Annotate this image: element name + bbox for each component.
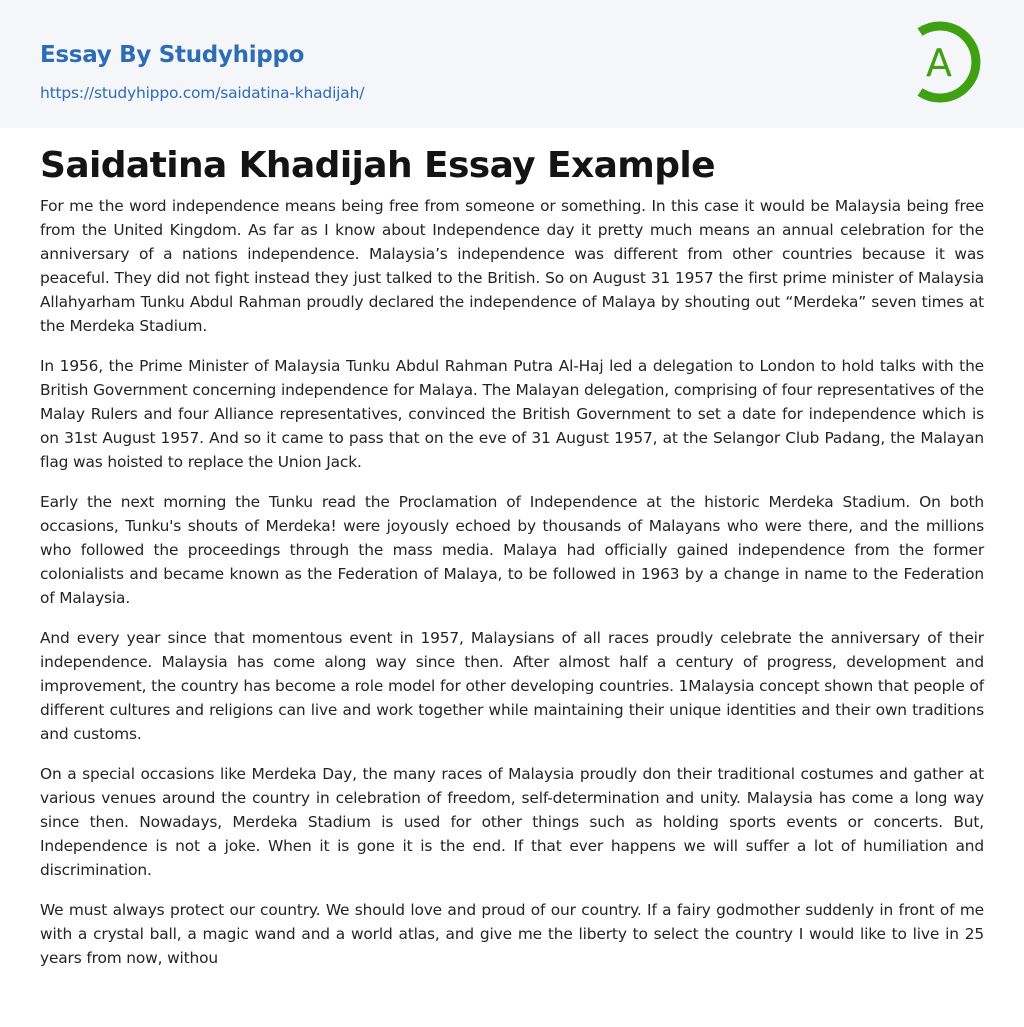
page-title: Saidatina Khadijah Essay Example: [40, 145, 715, 186]
logo-letter: A: [926, 41, 952, 85]
essay-paragraph: In 1956, the Prime Minister of Malaysia Tunku Abdul Rahman Putra Al-Haj led a delegation to London to hold talks with the British Government concerning independence for Malaya. The Malayan delegation, comprising of four representatives of the Malay Rulers and four Alliance representatives, convinced the British Government to set a date for independence which is on 31st August 1957. And so it came to pass that on the eve of 31 August 1957, at the Selangor Club Padang, the Malayan flag was hoisted to replace the Union Jack.: [40, 357, 984, 471]
site-header: [0, 0, 1024, 128]
essay-paragraph: And every year since that momentous event in 1957, Malaysians of all races proudly celebrate the anniversary of their independence. Malaysia has come along way since then. After almost half a century of progress, development and improvement, the country has become a role model for other developing countries. 1Malaysia concept shown that people of different cultures and religions can live and work together while maintaining their unique identities and their own traditions and customs.: [40, 629, 984, 743]
essay-paragraph: Early the next morning the Tunku read the Proclamation of Independence at the historic Merdeka Stadium. On both occasions, Tunku's shouts of Merdeka! were joyously echoed by thousands of Malayans who were there, and the millions who followed the proceedings through the mass media. Malaya had officially gained independence from the former colonialists and became known as the Federation of Malaya, to be followed in 1963 by a change in name to the Federation of Malaysia.: [40, 493, 984, 607]
studyhippo-logo-icon[interactable]: [912, 20, 986, 104]
essay-body: [40, 194, 984, 986]
site-title: Essay By Studyhippo: [40, 42, 305, 68]
essay-paragraph: On a special occasions like Merdeka Day, the many races of Malaysia proudly don their traditional costumes and gather at various venues around the country in celebration of freedom, self-determination and unity. Malaysia has come a long way since then. Nowadays, Merdeka Stadium is used for other things such as holding sports events or concerts. But, Independence is not a joke. When it is gone it is the end. If that ever happens we will suffer a lot of humiliation and discrimination.: [40, 765, 984, 879]
essay-paragraph: For me the word independence means being free from someone or something. In this case it would be Malaysia being free from the United Kingdom. As far as I know about Independence day it pretty much means an annual celebration for the anniversary of a nations independence. Malaysia’s independence was different from other countries because it was peaceful. They did not fight instead they just talked to the British. So on August 31 1957 the first prime minister of Malaysia Allahyarham Tunku Abdul Rahman proudly declared the independence of Malaya by shouting out “Merdeka” seven times at the Merdeka Stadium.: [40, 197, 984, 335]
essay-url-link[interactable]: https://studyhippo.com/saidatina-khadijah/: [40, 84, 365, 102]
essay-paragraph: We must always protect our country. We should love and proud of our country. If a fairy godmother suddenly in front of me with a crystal ball, a magic wand and a world atlas, and give me the liberty to select the country I would like to live in 25 years from now, withou: [40, 901, 984, 967]
